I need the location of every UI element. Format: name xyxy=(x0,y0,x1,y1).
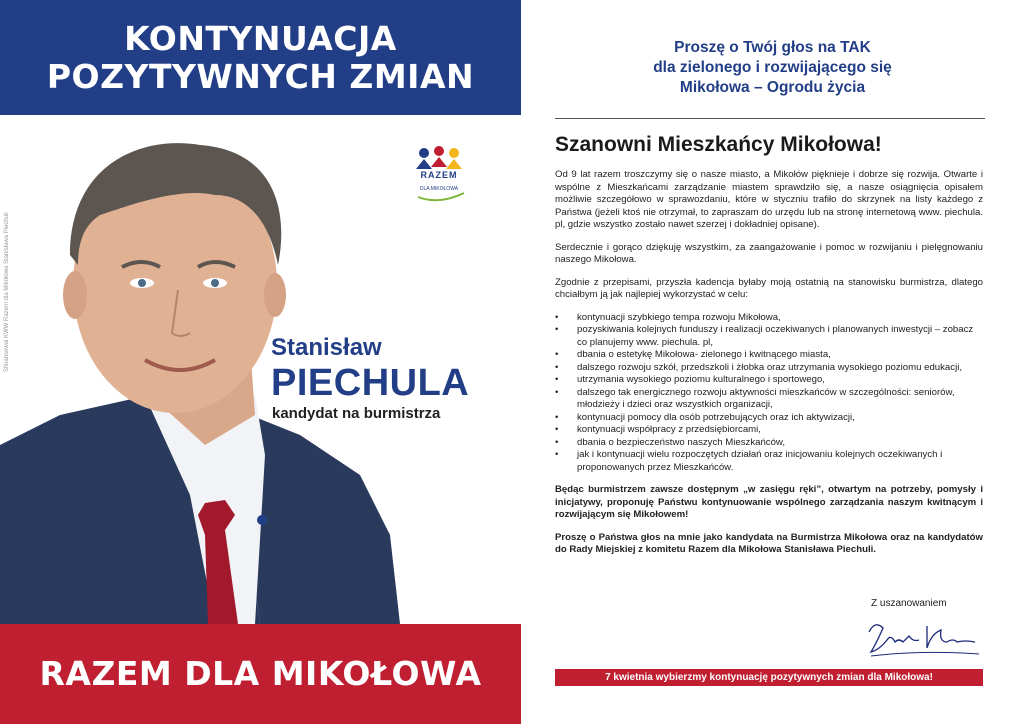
list-item: • dbania o estetykę Mikołowa- zielonego i kwitnącego miasta, xyxy=(555,349,831,360)
imprint-text: Sfinansował KWW Razem dla Mikołowa Stanisława Piechuli xyxy=(4,212,10,372)
vote-plea-line-3: Mikołowa – Ogrodu życia xyxy=(679,79,866,96)
goals-list xyxy=(555,312,983,475)
letter-paragraph: Od 9 lat razem troszczymy się o nasze miasto, a Mikołów pięknieje i dobrze się rozwija. Otwarte i wspólne z Mieszkańcami zarządzanie miastem sprawdziło się, a nasze osiągnięcia opisałem możliwie szczegółowo w sprawozdaniu, które w styczniu trafiło do skrzynek na listy każdego z Państwa (jeżeli ktoś nie otrzymał, to zapraszam do urzędu lub na stronę internetową www. piechula. pl, gdzie wszystko zostało nawet szerzej i dokładniej opisane). xyxy=(555,169,983,230)
letter-greeting: Szanowni Mieszkańcy Mikołowa! xyxy=(555,133,882,156)
bold-paragraph: Będąc burmistrzem zawsze dostępnym „w zasięgu ręki”, otwartym na potrzeby, pomysły i inicjatywy, proponuję Państwu kontynuowanie wspólnego zarządzania naszym kwitnącym i rozwijającym się Mikołowem! xyxy=(555,484,983,520)
footer-banner: 7 kwietnia wybierzmy kontynuację pozytywnych zmian dla Mikołowa! xyxy=(555,669,983,686)
list-item: • kontynuacji pomocy dla osób potrzebujących oraz ich aktywizacji, xyxy=(555,411,855,423)
logo-name: RAZEM xyxy=(420,170,458,180)
right-page xyxy=(521,0,1024,724)
candidate-first-name: Stanisław xyxy=(271,334,382,361)
list-item: • dalszego tak energicznego rozwoju aktywności mieszkańców w szczególności: seniorów, młodzieży i dzieci oraz wszystkich organizacji, xyxy=(555,386,955,410)
list-item: • jak i kontynuacji wielu rozpoczętych działań oraz inicjowaniu kolejnych oczekiwanych i proponowanych przez Mieszkańców. xyxy=(555,449,943,473)
slogan-text: RAZEM DLA MIKOŁOWA xyxy=(39,654,482,693)
list-item: • pozyskiwania kolejnych funduszy i realizacji oczekiwanych i planowanych inwestycji – zobacz co planujemy www. piechula. pl, xyxy=(555,324,974,348)
slogan-banner xyxy=(0,624,521,724)
headline-banner xyxy=(0,0,521,115)
letter-body xyxy=(555,169,983,567)
bold-paragraph: Proszę o Państwa głos na mnie jako kandydata na Burmistrza Mikołowa oraz na kandydatów do Rady Miejskiej z komitetu Razem dla Mikołowa Stanisława Piechuli. xyxy=(555,531,983,555)
list-item: • kontynuacji współpracy z przedsiębiorcami, xyxy=(555,424,761,435)
headline-line-1: KONTYNUACJA xyxy=(124,19,397,58)
divider xyxy=(555,118,985,119)
list-item: • kontynuacji szybkiego tempa rozwoju Mikołowa, xyxy=(555,311,781,323)
closing-salutation: Z uszanowaniem xyxy=(871,598,947,609)
list-item: • dalszego rozwoju szkół, przedszkoli i żłobka oraz utrzymania wysokiego poziomu edukacji, xyxy=(555,361,962,373)
letter-paragraph: Serdecznie i gorąco dziękuję wszystkim, za zaangażowanie i pomoc w rozwijaniu i pielęgnowaniu naszego Mikołowa. xyxy=(555,241,983,265)
logo-sub: DLA MIKOŁOWA xyxy=(419,186,459,192)
headline-line-2: POZYTYWNYCH ZMIAN xyxy=(46,57,475,96)
letter-paragraph: Zgodnie z przepisami, przyszła kadencja byłaby moją ostatnią na stanowisku burmistrza, dlatego chciałbym ją jak najlepiej wykorzystać w celu: xyxy=(555,276,983,300)
vote-plea-line-2: dla zielonego i rozwijającego się xyxy=(653,59,892,76)
vote-plea xyxy=(521,38,1024,98)
list-item: • utrzymania wysokiego poziomu kulturalnego i sportowego, xyxy=(555,374,825,385)
vote-plea-line-1: Proszę o Twój głos na TAK xyxy=(674,39,871,56)
candidate-role: kandydat na burmistrza xyxy=(272,405,441,422)
candidate-last-name: PIECHULA xyxy=(271,362,470,404)
signature-icon xyxy=(861,612,981,662)
list-item: • dbania o bezpieczeństwo naszych Mieszkańców, xyxy=(555,436,785,448)
